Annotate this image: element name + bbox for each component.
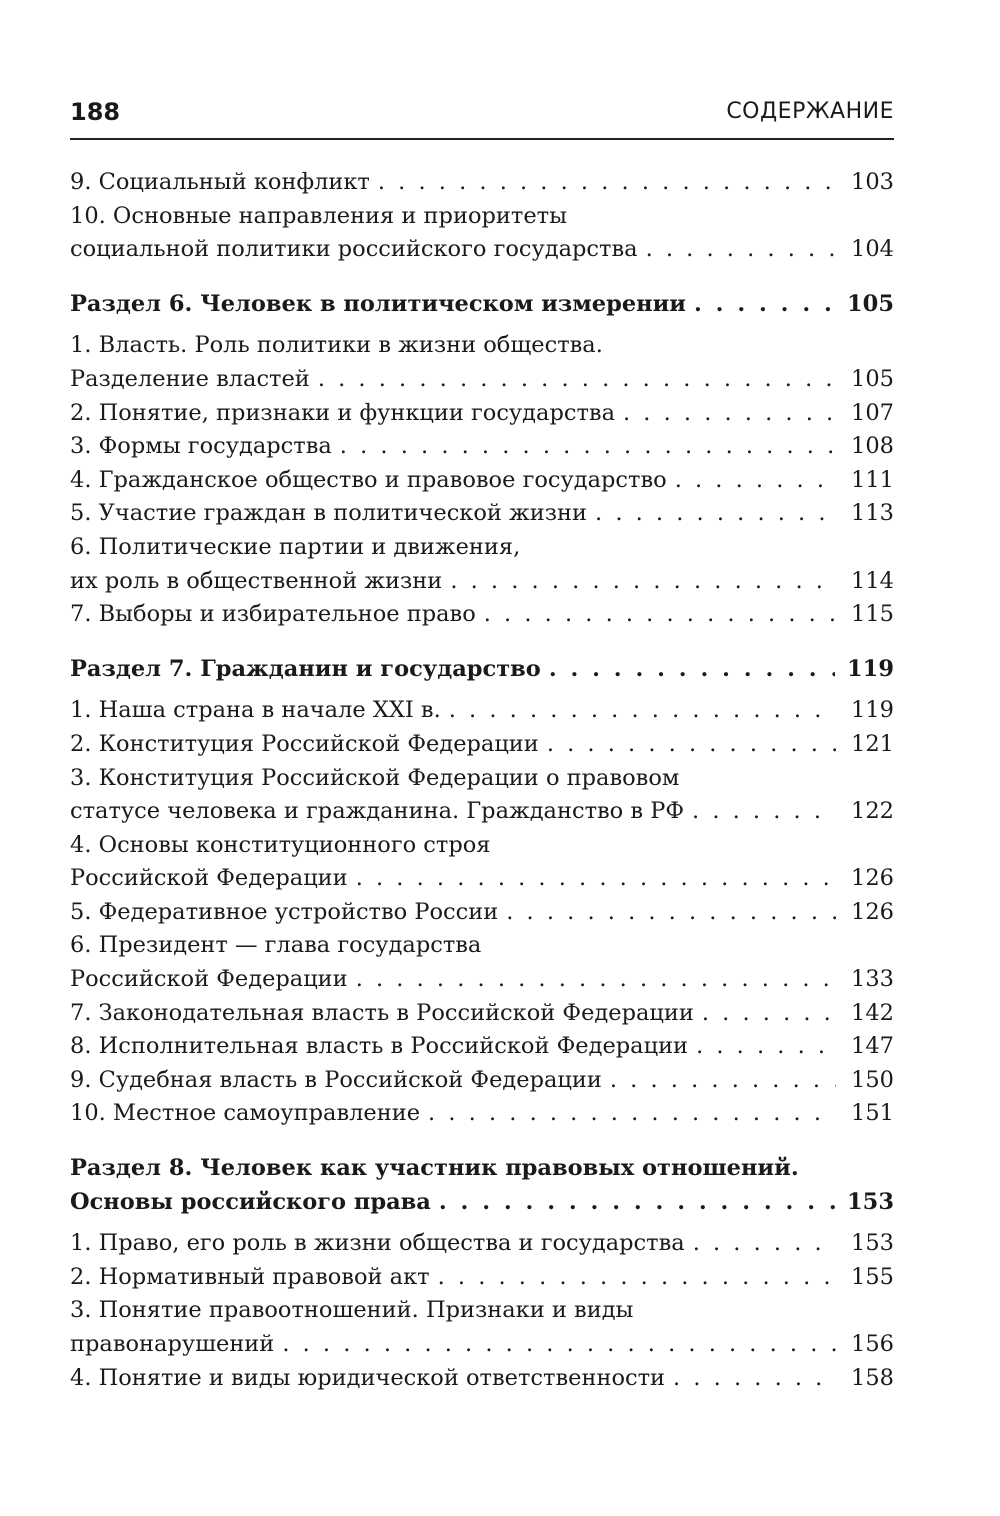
- entry-page: 113: [851, 500, 894, 527]
- entry-title: 5. Участие граждан в политической жизни: [70, 500, 588, 527]
- toc-entry: [70, 1097, 894, 1131]
- entry-page: 126: [851, 898, 894, 925]
- toc-entry: [70, 200, 894, 267]
- leader-dots: [673, 1362, 836, 1396]
- leader-dots: [694, 288, 835, 322]
- entry-title: 8. Исполнительная власть в Российской Федерации: [70, 1033, 689, 1060]
- entry-page: 156: [851, 1331, 894, 1357]
- entry-title: 7. Законодательная власть в Российской Федерации: [70, 999, 694, 1026]
- leader-dots: [450, 565, 836, 599]
- toc-entry: [70, 497, 894, 531]
- entry-title: 4. Понятие и виды юридической ответственности: [70, 1364, 666, 1391]
- leader-dots: [438, 1261, 836, 1295]
- leader-dots: [356, 963, 836, 997]
- leader-dots: [646, 233, 836, 267]
- section-title: Раздел 6. Человек в политическом измерении: [70, 290, 686, 317]
- leader-dots: [547, 728, 836, 762]
- section-title: Раздел 8. Человек как участник правовых отношений.: [70, 1155, 799, 1182]
- leader-dots: [439, 1186, 835, 1220]
- entry-page: 158: [851, 1364, 894, 1391]
- toc-entry: [70, 1064, 894, 1098]
- entry-title: 3. Формы государства: [70, 433, 332, 460]
- running-title: СОДЕРЖАНИЕ: [726, 99, 894, 124]
- entry-page: 121: [851, 730, 894, 757]
- entry-page: 151: [851, 1100, 894, 1127]
- toc-entry: [70, 896, 894, 930]
- entry-title: 4. Основы конституционного строя: [70, 831, 491, 858]
- entry-title-continued: правонарушений: [70, 1331, 275, 1357]
- entry-title-continued: Разделение властей: [70, 365, 310, 392]
- entry-title: 5. Федеративное устройство России: [70, 898, 499, 925]
- entry-page: 153: [851, 1230, 894, 1257]
- table-of-contents: [70, 166, 894, 1395]
- entry-page: 150: [851, 1066, 894, 1093]
- entry-title-continued: Российской Федерации: [70, 966, 348, 993]
- entry-title: 1. Право, его роль в жизни общества и государства: [70, 1230, 685, 1257]
- leader-dots: [693, 1227, 836, 1261]
- entry-title: 10. Местное самоуправление: [70, 1100, 421, 1127]
- toc-entry: [70, 464, 894, 498]
- toc-entry: [70, 329, 894, 396]
- toc-entry: [70, 1294, 894, 1361]
- entry-page: 115: [851, 601, 894, 628]
- toc-entry: [70, 694, 894, 728]
- section-title: Раздел 7. Гражданин и государство: [70, 655, 541, 682]
- leader-dots: [506, 896, 836, 930]
- entry-page: 147: [851, 1033, 894, 1060]
- entry-page: 114: [851, 567, 894, 594]
- toc-entry: [70, 1261, 894, 1295]
- entry-title-continued: Российской Федерации: [70, 865, 348, 892]
- entry-page: 133: [851, 966, 894, 993]
- toc-entry: [70, 397, 894, 431]
- section-title-continued: Основы российского права: [70, 1188, 431, 1215]
- section-heading: [70, 653, 894, 687]
- leader-dots: [484, 598, 836, 632]
- entry-title: 9. Судебная власть в Российской Федерации: [70, 1066, 602, 1093]
- entry-title: 2. Понятие, признаки и функции государства: [70, 399, 615, 426]
- leader-dots: [282, 1328, 836, 1362]
- entry-title-continued: социальной политики российского государства: [70, 236, 638, 263]
- entry-page: 119: [851, 697, 894, 724]
- section-page: 153: [847, 1188, 894, 1215]
- section-heading: [70, 288, 894, 322]
- entry-page: 108: [851, 433, 894, 460]
- entry-page: 111: [851, 466, 894, 493]
- leader-dots: [692, 795, 836, 829]
- running-head: [70, 94, 894, 140]
- leader-dots: [595, 497, 836, 531]
- entry-title: 2. Нормативный правовой акт: [70, 1263, 430, 1290]
- entry-page: 122: [851, 798, 894, 825]
- entry-title: 3. Понятие правоотношений. Признаки и виды: [70, 1297, 634, 1324]
- entry-page: 155: [851, 1263, 894, 1290]
- entry-page: 107: [851, 399, 894, 426]
- entry-page: 126: [851, 865, 894, 892]
- leader-dots: [610, 1064, 836, 1098]
- entry-title: 4. Гражданское общество и правовое государство: [70, 466, 667, 493]
- toc-entry: [70, 1362, 894, 1396]
- toc-entry: [70, 762, 894, 829]
- page-number: 188: [70, 98, 121, 126]
- entry-page: 105: [851, 365, 894, 392]
- entry-title: 6. Президент — глава государства: [70, 932, 482, 959]
- toc-entry: [70, 598, 894, 632]
- leader-dots: [696, 1030, 836, 1064]
- leader-dots: [318, 363, 836, 397]
- entry-title: 9. Социальный конфликт: [70, 169, 370, 195]
- entry-title: 7. Выборы и избирательное право: [70, 601, 476, 628]
- toc-entry: [70, 728, 894, 762]
- entry-page: 104: [851, 236, 894, 263]
- section-page: 119: [847, 655, 894, 682]
- leader-dots: [623, 397, 836, 431]
- toc-entry: [70, 929, 894, 996]
- leader-dots: [378, 166, 836, 200]
- entry-title: 1. Наша страна в начале XXI в.: [70, 697, 441, 724]
- toc-entry: [70, 430, 894, 464]
- leader-dots: [449, 694, 836, 728]
- leader-dots: [340, 430, 836, 464]
- leader-dots: [356, 862, 836, 896]
- entry-title: 1. Власть. Роль политики в жизни общества.: [70, 332, 603, 359]
- entry-title: 10. Основные направления и приоритеты: [70, 202, 568, 229]
- section-heading: [70, 1152, 894, 1219]
- toc-entry: [70, 997, 894, 1031]
- toc-entry: [70, 1227, 894, 1261]
- entry-page: 103: [851, 169, 894, 195]
- leader-dots: [702, 997, 836, 1031]
- entry-title: 3. Конституция Российской Федерации о правовом: [70, 764, 680, 791]
- toc-entry: [70, 1030, 894, 1064]
- section-page: 105: [847, 290, 894, 317]
- leader-dots: [549, 653, 835, 687]
- toc-entry: [70, 829, 894, 896]
- leader-dots: [428, 1097, 836, 1131]
- entry-title-continued: их роль в общественной жизни: [70, 567, 443, 594]
- entry-title: 6. Политические партии и движения,: [70, 533, 521, 560]
- toc-entry: [70, 166, 894, 200]
- entry-page: 142: [851, 999, 894, 1026]
- toc-entry: [70, 531, 894, 598]
- leader-dots: [675, 464, 836, 498]
- entry-title: 2. Конституция Российской Федерации: [70, 730, 539, 757]
- entry-title-continued: статусе человека и гражданина. Гражданство в РФ: [70, 798, 685, 825]
